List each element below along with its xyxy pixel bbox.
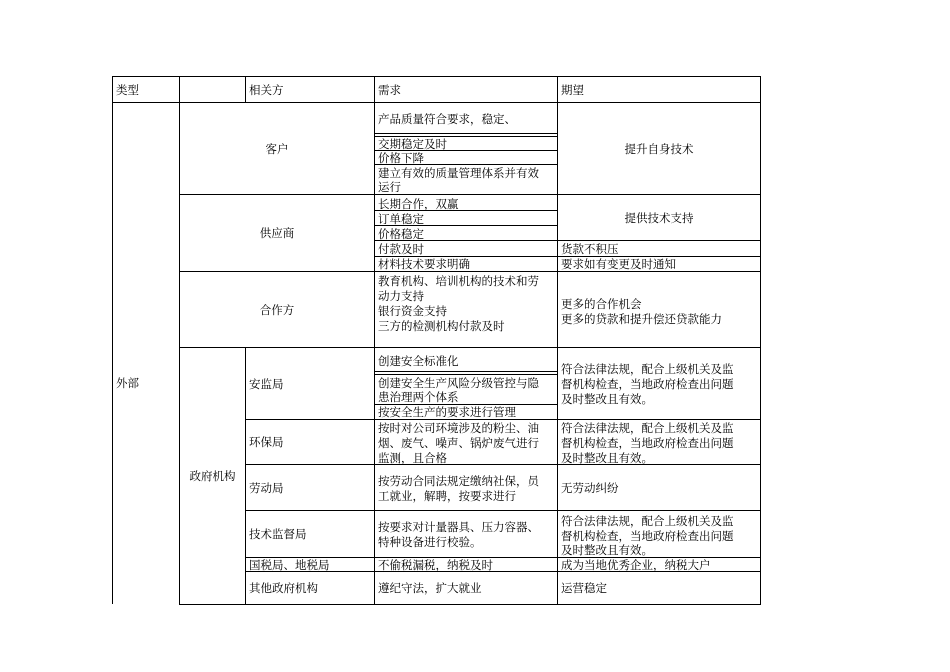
party-supplier: 供应商 <box>259 226 295 240</box>
labor-need-2: 工就业，解聘，按要求进行 <box>378 489 516 503</box>
safety-need-4: 按安全生产的要求进行管理 <box>378 405 516 419</box>
tech-expect-3: 及时整改且有效。 <box>561 543 653 557</box>
gov-safety: 安监局 <box>249 376 284 391</box>
other-need: 遵纪守法，扩大就业 <box>378 581 482 595</box>
labor-expect: 无劳动纠纷 <box>561 480 619 495</box>
safety-expect-1: 符合法律法规，配合上级机关及监 <box>561 362 734 376</box>
customer-need-3: 价格下降 <box>378 151 424 165</box>
env-expect-2: 督机构检查，当地政府检查出问题 <box>561 436 734 450</box>
supplier-expect-3: 要求如有变更及时通知 <box>561 257 676 271</box>
tech-need-1: 按要求对计量器具、压力容器、 <box>378 520 539 534</box>
safety-need-2: 创建安全生产风险分级管控与隐 <box>378 376 539 390</box>
env-expect-3: 及时整改且有效。 <box>561 451 653 465</box>
gov-other: 其他政府机构 <box>249 581 318 595</box>
customer-need-5: 运行 <box>378 180 401 194</box>
tax-expect: 成为当地优秀企业，纳税大户 <box>561 558 711 572</box>
partner-need-1: 教育机构、培训机构的技术和劳 <box>378 274 539 288</box>
customer-need-2: 交期稳定及时 <box>378 137 447 151</box>
partner-need-4: 三方的检测机构付款及时 <box>378 319 505 333</box>
customer-expect: 提升自身技术 <box>624 141 694 156</box>
safety-expect-2: 督机构检查，当地政府检查出问题 <box>561 377 734 391</box>
env-need-1: 按时对公司环境涉及的粉尘、油 <box>378 421 539 435</box>
gov-environment: 环保局 <box>249 435 284 449</box>
header-party: 相关方 <box>249 82 284 97</box>
supplier-need-2: 订单稳定 <box>378 212 424 226</box>
safety-need-1: 创建安全标准化 <box>378 354 459 368</box>
header-expect: 期望 <box>561 82 584 97</box>
partner-expect-1: 更多的合作机会 <box>561 297 642 311</box>
customer-need-4: 建立有效的质量管理体系并有效 <box>378 166 539 180</box>
tax-need: 不偷税漏税，纳税及时 <box>378 558 493 572</box>
supplier-expect-2: 货款不积压 <box>561 242 619 256</box>
header-type: 类型 <box>116 82 139 97</box>
gov-tech-supervision: 技术监督局 <box>249 527 307 541</box>
type-external: 外部 <box>116 376 139 390</box>
party-government: 政府机构 <box>189 469 236 483</box>
supplier-need-5: 材料技术要求明确 <box>378 257 470 271</box>
partner-need-2: 动力支持 <box>378 289 424 303</box>
env-need-3: 监测，且合格 <box>378 451 447 465</box>
env-need-2: 烟、废气、噪声、锅炉废气进行 <box>378 436 539 450</box>
gov-tax: 国税局、地税局 <box>249 558 330 572</box>
labor-need-1: 按劳动合同法规定缴纳社保，员 <box>378 474 539 488</box>
party-customer: 客户 <box>265 141 289 156</box>
supplier-need-4: 付款及时 <box>378 242 424 256</box>
header-needs: 需求 <box>378 82 401 97</box>
partner-need-3: 银行资金支持 <box>378 304 447 318</box>
gov-labor: 劳动局 <box>249 480 284 495</box>
safety-need-3: 患治理两个体系 <box>378 390 459 404</box>
party-partner: 合作方 <box>259 302 295 317</box>
supplier-expect-1: 提供技术支持 <box>624 210 694 225</box>
tech-need-2: 特种设备进行校验。 <box>378 535 482 549</box>
customer-need-1: 产品质量符合要求，稳定、 <box>378 112 516 126</box>
other-expect: 运营稳定 <box>561 581 607 595</box>
tech-expect-2: 督机构检查，当地政府检查出问题 <box>561 529 734 543</box>
env-expect-1: 符合法律法规，配合上级机关及监 <box>561 421 734 435</box>
partner-expect-2: 更多的贷款和提升偿还贷款能力 <box>561 312 722 326</box>
supplier-need-1: 长期合作，双赢 <box>378 197 459 211</box>
supplier-need-3: 价格稳定 <box>378 227 424 241</box>
tech-expect-1: 符合法律法规，配合上级机关及监 <box>561 514 734 528</box>
safety-expect-3: 及时整改且有效。 <box>561 392 653 406</box>
